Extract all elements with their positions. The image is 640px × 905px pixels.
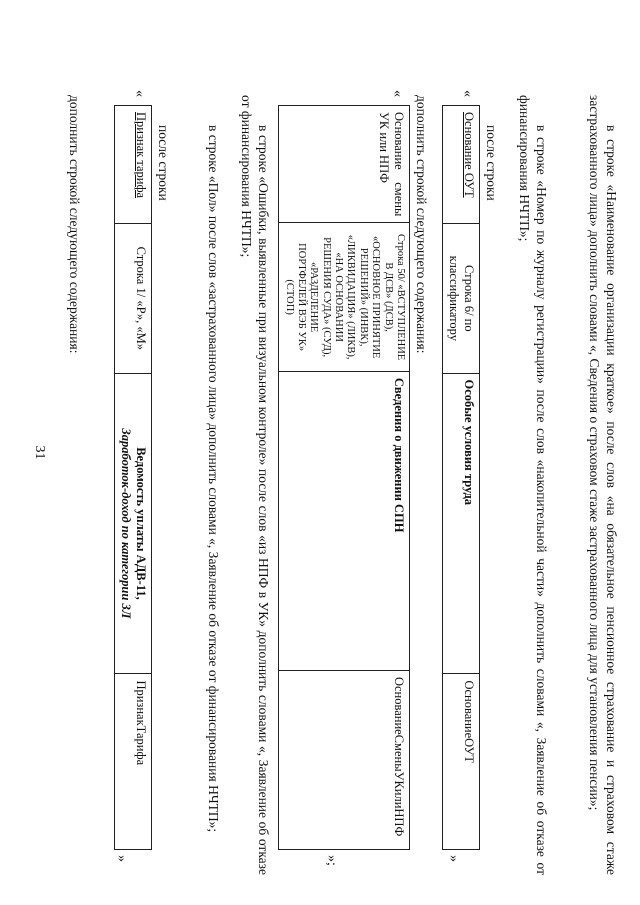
table-cell: Особые условия труда (443, 373, 480, 674)
page-number: 31 (32, 445, 47, 460)
add-row-label-2: дополнить строкой следующего содержания: (67, 95, 82, 354)
table-cell: ОснованиеСменыУКилиНПФ (279, 670, 410, 849)
table-new-row-1 (278, 105, 410, 850)
paragraph-registration-number: в строке «Номер по журналу регистрации» после слов «накопительной части» дополнить словами «, Заявление об отказе от финансирования НЧТП»; (516, 95, 549, 875)
table-row (279, 106, 410, 850)
open-quote-1: « (460, 90, 475, 97)
paragraph-visual-control-errors: в строке «Ошибки, выявленные при визуальном контроле» после слов «из НПФ в УК» дополнить словами «, Заявление об отказе от финансирования НЧТП»; (238, 95, 271, 875)
open-quote-2: « (390, 90, 405, 97)
after-row-label-1: после строки (484, 125, 499, 201)
table-cell: Сведения о движении СПН (279, 371, 410, 670)
paragraph-name-short: в строке «Наименование организации краткое» после слов «на обязательное пенсионное страхование и страховом стаже застрахованного лица» дополнить словами «, Сведения о страховом стаже застрахованного лица для установления пенсии»; (586, 95, 619, 875)
table-cell: Основание ОУТ (443, 106, 480, 224)
table-cell (115, 373, 152, 674)
table-cell: Строка 50/ «ВСТУПЛЕНИЕ В ДСВ» (ДСВ), «ОСНОВНОЕ ПРИНЯТИЕ РЕШЕНИЙ» (ИНВК), «ЛИКВИДАЦИЯ» (ЛИКВ), «НА ОСНОВАНИИ РЕШЕНИЯ СУДА» (СУД), «РАЗДЕЛЕНИЕ ПОРТФЕЛЕЙ ВЭБ УК» (СТОП) (279, 223, 410, 372)
table-row (443, 106, 480, 850)
table-old-row-1 (443, 105, 481, 850)
cell-line-italic: Заработок-доход по категории ЗЛ (119, 428, 134, 619)
table-cell: Строка 6/ по классификатору (443, 224, 480, 373)
table-cell: ПризнакТарифа (115, 674, 152, 850)
table-cell: Основание смены УК или НПФ (279, 106, 410, 223)
table-cell: ОснованиеОУТ (443, 674, 480, 850)
paragraph-gender: в строке «Пол» после слов «застрахованного лица» дополнить словами «, Заявление об отказе от финансирования НЧТП»; (206, 125, 221, 833)
close-quote-semicolon: »; (324, 855, 339, 866)
after-row-label-2: после строки (156, 125, 171, 201)
open-quote-3: « (132, 90, 147, 97)
table-row (115, 106, 152, 850)
table-old-row-2 (115, 105, 153, 850)
table-cell: Признак тарифа (115, 106, 152, 224)
close-quote-2: » (114, 855, 129, 862)
table-cell: Строка 1/ «Р», «М» (115, 224, 152, 373)
cell-line (119, 380, 134, 668)
cell-line: Ведомость уплаты АДВ-11, (134, 447, 148, 600)
close-quote-1: » (446, 855, 461, 862)
add-row-label-1: дополнить строкой следующего содержания: (414, 95, 429, 354)
